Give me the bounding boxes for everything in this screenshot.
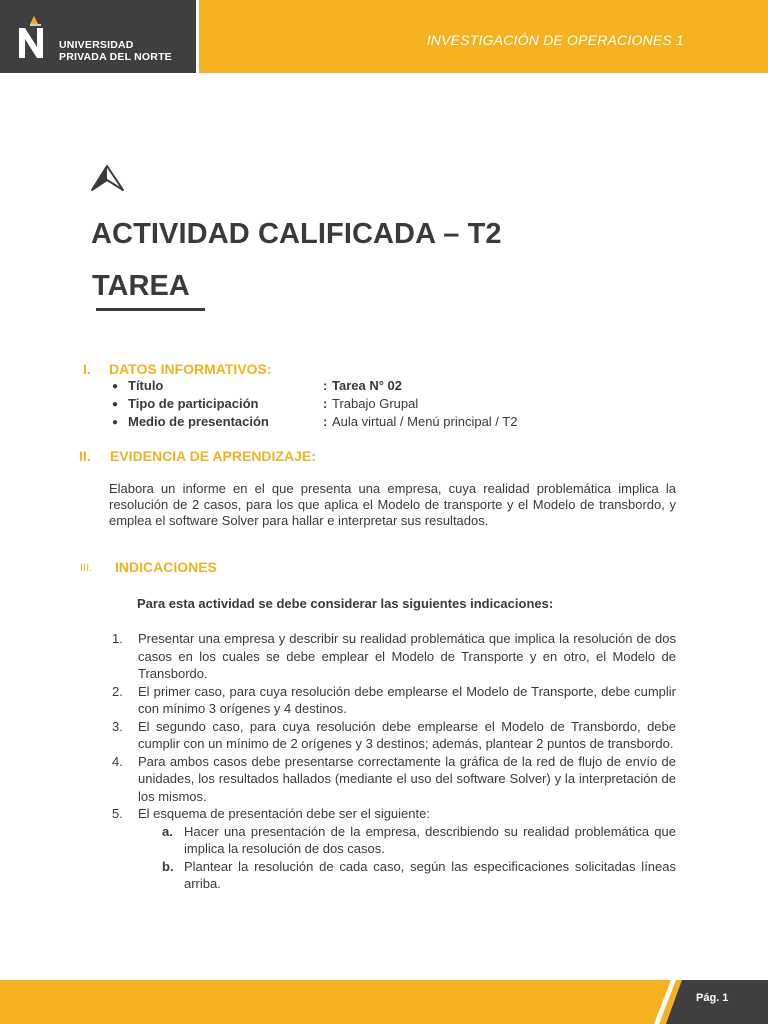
list-item-text: El primer caso, para cuya resolución debe emplearse el Modelo de Transporte, debe cumplir con mínimo 3 orígenes y 4 destinos. <box>138 683 676 716</box>
sub-list-item <box>162 823 676 858</box>
info-colon: : <box>323 378 328 393</box>
indications-list <box>112 630 676 893</box>
info-colon: : <box>323 414 328 429</box>
sub-list-item-text: Hacer una presentación de la empresa, describiendo su realidad problemática que implica la resolución de dos casos. <box>184 823 676 856</box>
indications-intro: Para esta actividad se debe considerar las siguientes indicaciones: <box>137 596 554 611</box>
page-header <box>0 0 768 74</box>
list-item-text: Para ambos casos debe presentarse correctamente la gráfica de la red de flujo de envío de unidades, los resultados hallados (mediante el uso del software Solver) y la interpretación de los mismos. <box>138 753 676 804</box>
list-item-number: 4. <box>112 753 123 769</box>
info-colon: : <box>323 396 328 411</box>
evidence-paragraph: Elabora un informe en el que presenta una empresa, cuya realidad problemática implica la resolución de 2 casos, para los que aplica el Modelo de transporte y el Modelo de transbordo, y emplea el software Solver para hallar e interpretar sus resultados. <box>109 481 676 528</box>
list-item-text: El segundo caso, para cuya resolución debe emplearse el Modelo de Transbordo, debe cumplir con un mínimo de 2 orígenes y 3 destinos; además, plantear 2 puntos de transbordo. <box>138 718 676 751</box>
section-2-title: EVIDENCIA DE APRENDIZAJE: <box>110 448 316 464</box>
section-1-number: I. <box>83 361 91 377</box>
info-label: Título <box>128 378 164 393</box>
sub-list-item-text: Plantear la resolución de cada caso, según las especificaciones solicitadas líneas arriba. <box>184 858 676 891</box>
sub-list-item-letter: a. <box>162 823 173 839</box>
list-item-number: 5. <box>112 806 123 821</box>
page-number: Pág. 1 <box>696 992 729 1004</box>
course-name: INVESTIGACIÓN DE OPERACIONES 1 <box>426 32 684 48</box>
list-item <box>112 753 676 806</box>
list-item <box>112 718 676 753</box>
page-title: ACTIVIDAD CALIFICADA – T2 <box>91 218 502 250</box>
page-footer <box>0 980 768 1024</box>
sub-list-item-letter: b. <box>162 858 174 874</box>
bullet-icon: ● <box>112 417 119 428</box>
title-underline <box>96 308 205 311</box>
sub-list-item <box>162 858 676 893</box>
info-value: Tarea N° 02 <box>332 378 402 393</box>
list-item <box>112 630 676 683</box>
bullet-icon: ● <box>112 399 119 410</box>
university-name-line1: UNIVERSIDAD <box>59 39 134 51</box>
page-subtitle: TAREA <box>92 270 190 302</box>
university-name-line2: PRIVADA DEL NORTE <box>59 51 172 63</box>
list-item <box>112 805 676 823</box>
info-value: Aula virtual / Menú principal / T2 <box>332 414 518 429</box>
list-item <box>112 683 676 718</box>
list-item-text: Presentar una empresa y describir su realidad problemática que implica la resolución de dos casos en los cuales se debe emplear el Modelo de Transporte y en otro, el Modelo de Transbordo. <box>138 631 676 681</box>
list-item-number: 3. <box>112 718 123 734</box>
university-name <box>59 39 172 63</box>
upn-logo-icon <box>16 14 50 60</box>
info-label: Medio de presentación <box>128 414 269 429</box>
info-label: Tipo de participación <box>128 396 259 411</box>
info-value: Trabajo Grupal <box>332 396 419 411</box>
section-1-title: DATOS INFORMATIVOS: <box>109 361 272 377</box>
list-item-number: 1. <box>112 631 123 646</box>
university-logo[interactable] <box>0 0 196 73</box>
list-item-text: El esquema de presentación debe ser el siguiente: <box>138 806 430 821</box>
section-2-number: II. <box>79 448 91 464</box>
section-3-number: III. <box>80 562 93 574</box>
section-3-title: INDICACIONES <box>115 559 217 575</box>
bullet-icon: ● <box>112 381 119 392</box>
navigation-arrow-icon <box>90 163 126 193</box>
list-item-number: 2. <box>112 683 123 699</box>
